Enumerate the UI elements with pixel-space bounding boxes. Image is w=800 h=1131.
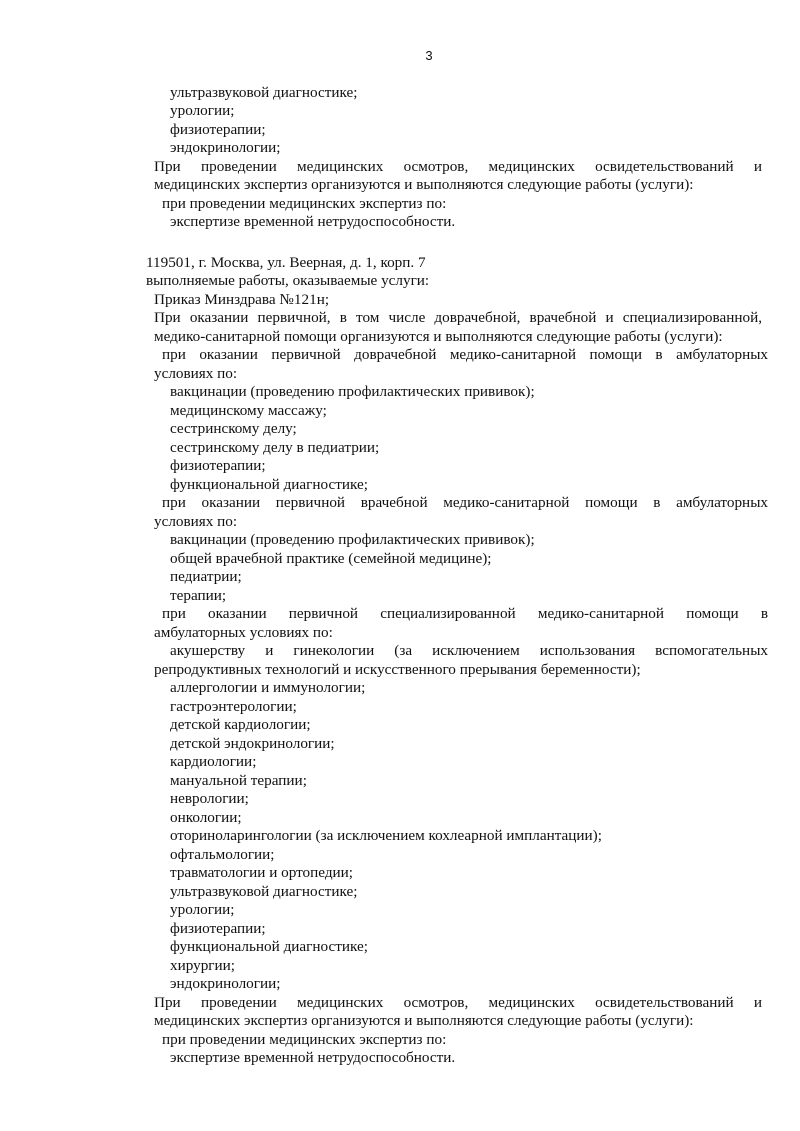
- list-item: акушерству и гинекологии (за исключением использования вспомогательных: [170, 642, 768, 659]
- list-item: ультразвуковой диагностике;: [170, 84, 358, 101]
- subheading: при оказании первичной специализированной медико-санитарной помощи в: [162, 605, 768, 622]
- list-item: экспертизе временной нетрудоспособности.: [170, 1049, 456, 1066]
- list-item: детской эндокринологии;: [170, 735, 335, 752]
- list-item: урологии;: [170, 102, 235, 119]
- list-item: медицинскому массажу;: [170, 402, 327, 419]
- paragraph-line: медицинских экспертиз организуются и выполняются следующие работы (услуги):: [154, 176, 694, 193]
- subheading-continued: условиях по:: [154, 513, 238, 530]
- list-item: эндокринологии;: [170, 975, 281, 992]
- list-item: эндокринологии;: [170, 139, 281, 156]
- paragraph-line: При оказании первичной, в том числе доврачебной, врачебной и специализированной,: [154, 309, 762, 326]
- subheading: при проведении медицинских экспертиз по:: [162, 195, 447, 212]
- subheading-continued: амбулаторных условиях по:: [154, 624, 333, 641]
- list-item: функциональной диагностике;: [170, 476, 368, 493]
- order-reference: Приказ Минздрава №121н;: [154, 291, 330, 308]
- list-item: физиотерапии;: [170, 920, 266, 937]
- list-item: педиатрии;: [170, 568, 242, 585]
- list-item: детской кардиологии;: [170, 716, 311, 733]
- list-item: физиотерапии;: [170, 457, 266, 474]
- list-item: ультразвуковой диагностике;: [170, 883, 358, 900]
- list-item: физиотерапии;: [170, 121, 266, 138]
- list-item-continued: репродуктивных технологий и искусственного прерывания беременности);: [154, 661, 641, 678]
- list-item: сестринскому делу;: [170, 420, 297, 437]
- paragraph-line: медицинских экспертиз организуются и выполняются следующие работы (услуги):: [154, 1012, 694, 1029]
- list-item: общей врачебной практике (семейной медицине);: [170, 550, 492, 567]
- list-item: офтальмологии;: [170, 846, 275, 863]
- subheading: при проведении медицинских экспертиз по:: [162, 1031, 447, 1048]
- list-item: терапии;: [170, 587, 227, 604]
- list-item: экспертизе временной нетрудоспособности.: [170, 213, 456, 230]
- list-item: онкологии;: [170, 809, 242, 826]
- address: 119501, г. Москва, ул. Веерная, д. 1, корп. 7: [146, 254, 426, 271]
- paragraph-line: При проведении медицинских осмотров, медицинских освидетельствований и: [154, 158, 762, 175]
- list-item: вакцинации (проведению профилактических прививок);: [170, 383, 535, 400]
- list-item: травматологии и ортопедии;: [170, 864, 354, 881]
- subheading: при оказании первичной доврачебной медико-санитарной помощи в амбулаторных: [162, 346, 768, 363]
- list-item: гастроэнтерологии;: [170, 698, 297, 715]
- list-item: сестринскому делу в педиатрии;: [170, 439, 380, 456]
- list-item: функциональной диагностике;: [170, 938, 368, 955]
- list-item: урологии;: [170, 901, 235, 918]
- subheading-continued: условиях по:: [154, 365, 238, 382]
- paragraph-line: При проведении медицинских осмотров, медицинских освидетельствований и: [154, 994, 762, 1011]
- subheading: при оказании первичной врачебной медико-санитарной помощи в амбулаторных: [162, 494, 768, 511]
- list-item: кардиологии;: [170, 753, 257, 770]
- list-item: оториноларингологии (за исключением кохлеарной имплантации);: [170, 827, 602, 844]
- page-number: 3: [425, 48, 433, 63]
- list-item: аллергологии и иммунологии;: [170, 679, 366, 696]
- list-item: хирургии;: [170, 957, 236, 974]
- section-label: выполняемые работы, оказываемые услуги:: [146, 272, 430, 289]
- list-item: мануальной терапии;: [170, 772, 307, 789]
- paragraph-line: медико-санитарной помощи организуются и выполняются следующие работы (услуги):: [154, 328, 723, 345]
- list-item: неврологии;: [170, 790, 249, 807]
- list-item: вакцинации (проведению профилактических прививок);: [170, 531, 535, 548]
